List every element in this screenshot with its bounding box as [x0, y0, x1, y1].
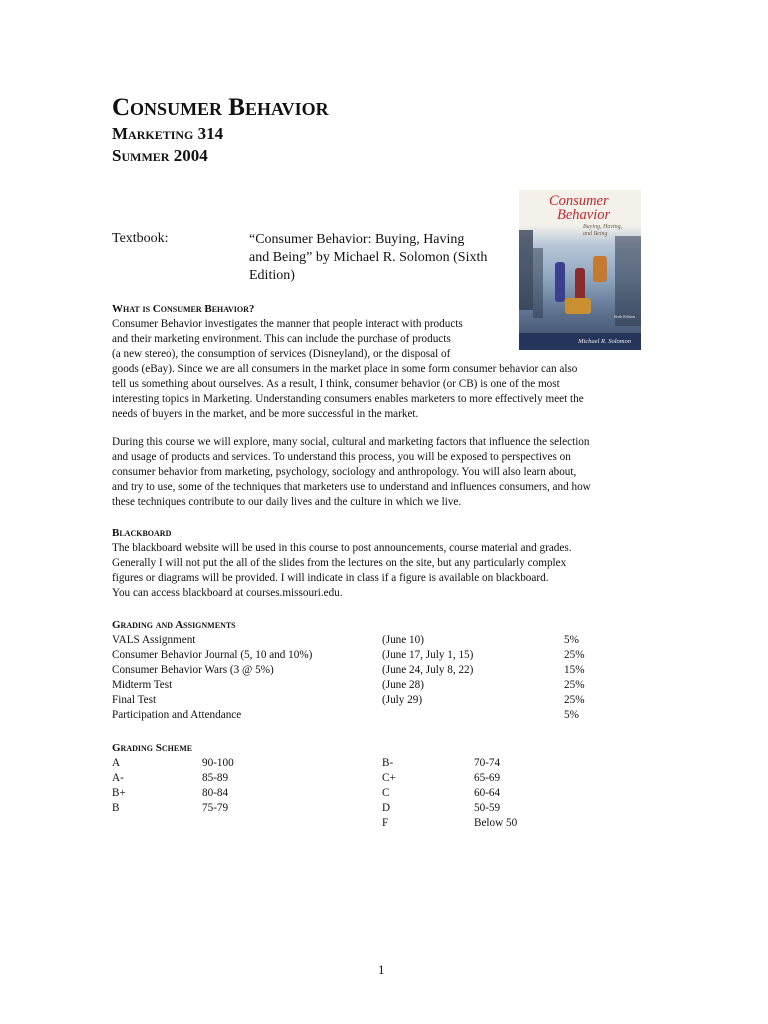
grade-letter: C+: [382, 772, 396, 784]
cover-author: Michael R. Solomon: [519, 333, 641, 350]
assignment-weight: 25%: [564, 679, 585, 691]
grade-range: 85-89: [202, 772, 229, 784]
text-line: During this course we will explore, many social, cultural and marketing factors that influence the selection: [112, 436, 590, 448]
assignment-name: Consumer Behavior Journal (5, 10 and 10%): [112, 649, 313, 661]
term: Summer 2004: [112, 146, 208, 165]
text-line: and try to use, some of the techniques that marketers use to understand and influences consumers, and how: [112, 481, 591, 493]
section-heading-what-is: What is Consumer Behavior?: [112, 303, 255, 315]
assignment-date: (June 10): [382, 634, 424, 646]
text-line: and their marketing environment. This can include the purchase of products: [112, 333, 451, 345]
text-line: Consumer Behavior investigates the manner that people interact with products: [112, 318, 463, 330]
assignment-name: Final Test: [112, 694, 157, 706]
assignment-date: (June 28): [382, 679, 424, 691]
document-title: Consumer Behavior: [112, 94, 329, 121]
assignment-weight: 25%: [564, 694, 585, 706]
textbook-citation: [249, 231, 511, 285]
text-line: goods (eBay). Since we are all consumers in the market place in some form consumer behavior can also: [112, 363, 578, 375]
assignment-name: Midterm Test: [112, 679, 173, 691]
grade-letter: C: [382, 787, 390, 799]
paragraph-course-overview: [112, 435, 591, 510]
assignment-date: (June 17, July 1, 15): [382, 649, 474, 661]
text-line: needs of buyers in the market, and be more successful in the market.: [112, 408, 419, 420]
grade-range: 90-100: [202, 757, 234, 769]
text-line: Generally I will not put the all of the slides from the lectures on the site, but any particularly complex: [112, 557, 567, 569]
grade-letter: D: [382, 802, 391, 814]
text-line: You can access blackboard at courses.missouri.edu.: [112, 587, 343, 599]
textbook-line: and Being” by Michael R. Solomon (Sixth: [249, 250, 488, 265]
text-line: (a new stereo), the consumption of services (Disneyland), or the disposal of: [112, 348, 451, 360]
assignment-name: Consumer Behavior Wars (3 @ 5%): [112, 664, 274, 676]
grade-range: 50-59: [474, 802, 501, 814]
grade-letter: B+: [112, 787, 126, 799]
paragraph-what-is: [112, 317, 584, 422]
text-line: interesting topics in Marketing. Understanding consumers enables marketers to more effectively meet the: [112, 393, 584, 405]
text-line: The blackboard website will be used in this course to post announcements, course material and grades.: [112, 542, 572, 554]
cover-title: Consumer Behavior: [549, 193, 611, 223]
grade-range: Below 50: [474, 817, 518, 829]
text-line: figures or diagrams will be provided. I will indicate in class if a figure is available on blackboard.: [112, 572, 549, 584]
grade-letter: A: [112, 757, 121, 769]
section-heading-grading-scheme: Grading Scheme: [112, 742, 193, 754]
grade-range: 65-69: [474, 772, 501, 784]
assignment-weight: 25%: [564, 649, 585, 661]
course-number: Marketing 314: [112, 124, 224, 143]
cover-edition: Sixth Edition: [613, 314, 635, 319]
assignment-weight: 5%: [564, 634, 579, 646]
assignment-name: VALS Assignment: [112, 634, 196, 646]
grade-range: 70-74: [474, 757, 501, 769]
section-heading-blackboard: Blackboard: [112, 527, 172, 539]
grade-range: 60-64: [474, 787, 501, 799]
grade-letter: B: [112, 802, 120, 814]
grade-letter: F: [382, 817, 389, 829]
assignment-weight: 15%: [564, 664, 585, 676]
grade-range: 80-84: [202, 787, 229, 799]
text-line: these techniques contribute to our daily lives and the culture in which we live.: [112, 496, 462, 508]
cover-subtitle: Buying, Having, and Being: [583, 224, 623, 237]
assignment-weight: 5%: [564, 709, 579, 721]
textbook-label: Textbook:: [112, 231, 169, 246]
page-number: 1: [378, 962, 385, 977]
section-heading-grading: Grading and Assignments: [112, 619, 236, 631]
grade-letter: A-: [112, 772, 124, 784]
grade-letter: B-: [382, 757, 394, 769]
textbook-line: “Consumer Behavior: Buying, Having: [249, 232, 465, 247]
paragraph-blackboard: [112, 541, 572, 601]
text-line: and usage of products and services. To understand this process, you will be exposed to perspectives on: [112, 451, 571, 463]
assignment-date: (June 24, July 8, 22): [382, 664, 474, 676]
assignment-date: (July 29): [382, 694, 423, 706]
textbook-line: Edition): [249, 268, 295, 283]
assignment-name: Participation and Attendance: [112, 709, 242, 721]
text-line: tell us something about ourselves. As a result, I think, consumer behavior (or CB) is one of the most: [112, 378, 560, 390]
text-line: consumer behavior from marketing, psychology, sociology and anthropology. You will also learn about,: [112, 466, 577, 478]
grade-range: 75-79: [202, 802, 229, 814]
